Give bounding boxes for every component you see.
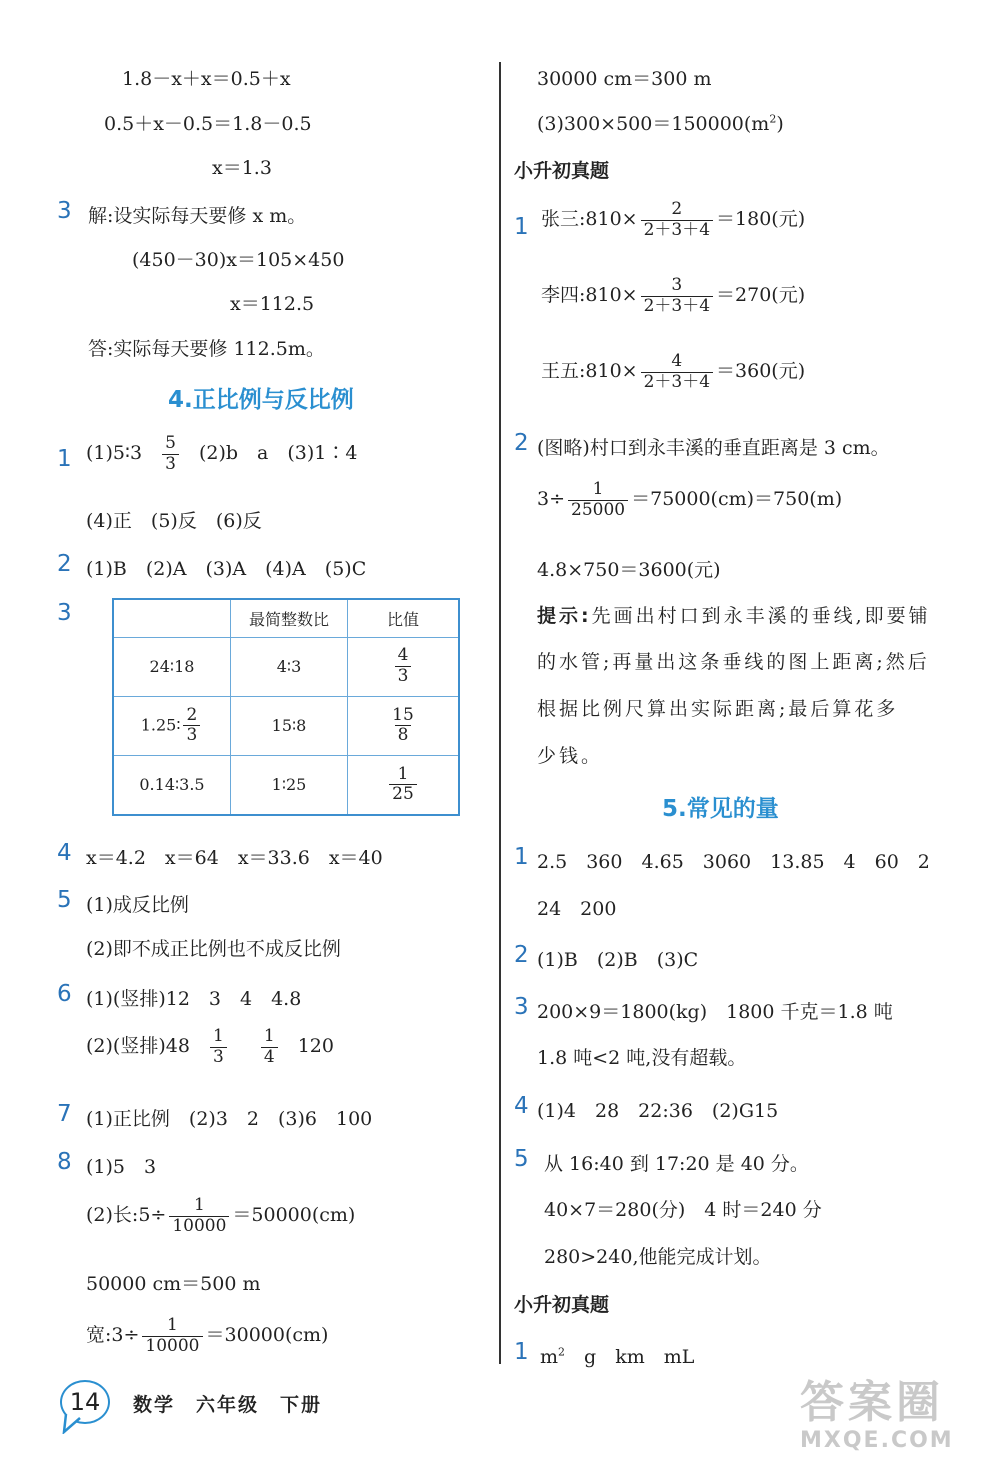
watermark-logo [800,1378,970,1460]
question-number: 1 [514,214,529,240]
answer-text: 解:设实际每天要修 x m。 [88,205,307,227]
answer-text: x＝112.5 [230,293,315,315]
fraction: $\frac{1}{25000}$ [568,480,628,520]
question-number: 8 [57,1149,72,1175]
question-number: 7 [57,1101,72,1127]
question-number: 3 [57,600,72,626]
answer-text: 200×9＝1800(kg) 1800 千克＝1.8 吨 [537,1001,893,1023]
answer-text: 2.5 360 4.65 3060 13.85 4 60 2 [537,851,930,873]
fraction: $\frac{4}{3}$ [395,646,412,686]
answer-line: 王五:810× $\frac{4}{2+3+4}$ ＝360(元) [541,351,806,392]
answer-text: (2)b a (3)1∶4 [198,442,358,465]
table-cell: 1.25∶ $\frac{2}{3}$ [113,696,231,755]
question-number: 5 [57,887,72,913]
watermark-text: 答案圈 [800,1377,944,1428]
fraction: $\frac{1}{10000}$ [169,1196,229,1236]
table-row [113,755,459,815]
answer-text: (4)正 (5)反 (6)反 [86,510,262,532]
book-title: 数学 六年级 下册 [133,1394,323,1416]
answer-text: 50000 cm＝500 m [86,1273,261,1295]
answer-text: (图略)村口到永丰溪的垂直距离是 3 cm。 [537,437,890,459]
fraction: $\frac{2}{3}$ [183,706,200,746]
table-cell: 15∶8 [231,696,348,755]
table-row [113,696,459,755]
speech-tail-icon [62,1414,84,1434]
answer-line [86,1027,334,1067]
answer-text: (1)正比例 (2)3 2 (3)6 100 [86,1108,373,1130]
page-number: 14 [69,1388,101,1416]
answer-text: (1)5 3 [86,1156,157,1178]
answer-text: 从 16:40 到 17:20 是 40 分。 [544,1153,809,1175]
table-row [113,637,459,696]
answer-line: 张三:810× $\frac{2}{2+3+4}$ ＝180(元) [541,199,806,240]
fraction: $\frac{1}{10000}$ [142,1316,202,1356]
fraction: $\frac{4}{2+3+4}$ [641,352,713,392]
question-number: 3 [57,198,72,224]
answer-text: (1)5∶3 [86,442,143,465]
table-cell: 0.14∶3.5 [113,755,231,815]
table-cell [348,755,460,815]
question-number: 5 [514,1146,529,1172]
equation-line-3: x＝1.3 [212,157,272,179]
fraction: $\frac{1}{25}$ [389,765,417,805]
answer-line [86,434,357,474]
table-header-cell: 比值 [348,599,460,637]
answer-text: 答:实际每天要修 112.5m。 [88,338,325,360]
question-number: 1 [514,1339,529,1365]
answer-text: (1)(竖排)12 3 4 4.8 [86,988,302,1010]
table-cell [348,637,460,696]
answer-text: (450－30)x＝105×450 [132,249,345,271]
question-number: 4 [514,1093,529,1119]
answer-line: 3÷ $\frac{1}{25000}$ ＝75000(cm)＝750(m) [537,479,843,520]
answer-text: (2)即不成正比例也不成反比例 [86,938,341,960]
answer-text: 280>240,他能完成计划。 [544,1246,772,1268]
hint-line: 提示:先画出村口到永丰溪的垂线,即要铺 [537,605,931,627]
question-number: 2 [514,942,529,968]
table-header-cell: 最简整数比 [231,599,348,637]
fraction: $\frac{1}{4}$ [261,1027,278,1067]
table-cell [348,696,460,755]
table-header-row [113,599,459,637]
section-title: 4.正比例与反比例 [168,387,354,413]
exam-subtitle: 小升初真题 [514,160,610,182]
fraction: $\frac{5}{3}$ [162,434,179,474]
question-number: 4 [57,840,72,866]
answer-text: 120 [297,1035,334,1058]
watermark-url: MXQE.COM [800,1428,954,1453]
answer-text: 1.8 吨<2 吨,没有超载。 [537,1047,747,1069]
question-number: 3 [514,994,529,1020]
hint-line: 根据比例尺算出实际距离;最后算花多 [537,698,899,720]
question-number: 6 [57,981,72,1007]
question-number: 2 [57,551,72,577]
fraction: $\frac{15}{8}$ [392,704,414,746]
hint-line: 的水管;再量出这条垂线的图上距离;然后 [537,651,930,673]
answer-line: (2)长:5÷ $\frac{1}{10000}$ ＝50000(cm) [86,1195,356,1236]
column-divider [499,62,501,1364]
answer-line: 李四:810× $\frac{3}{2+3+4}$ ＝270(元) [541,275,806,316]
question-number: 2 [514,430,529,456]
hint-line: 少钱。 [537,745,604,767]
fraction: $\frac{2}{2+3+4}$ [641,200,713,240]
answer-text: x＝4.2 x＝64 x＝33.6 x＝40 [86,847,383,869]
question-number: 1 [57,446,72,472]
answer-text: 24 200 [537,898,617,920]
answer-text: 4.8×750＝3600(元) [537,559,721,581]
table-cell: 4∶3 [231,637,348,696]
table-cell: 1∶25 [231,755,348,815]
fraction: $\frac{1}{3}$ [210,1027,227,1067]
hint-label: 提示: [537,605,592,627]
question-number: 1 [514,844,529,870]
answer-line: 宽:3÷ $\frac{1}{10000}$ ＝30000(cm) [86,1315,329,1356]
equation-line-2: 0.5＋x－0.5＝1.8－0.5 [104,113,312,135]
answer-text: (1)B (2)A (3)A (4)A (5)C [86,558,367,580]
answer-text: (1)成反比例 [86,894,189,916]
answer-line: $m^2$ g km mL [540,1345,695,1368]
equation-line-1: 1.8－x＋x＝0.5＋x [122,68,291,90]
section-title: 5.常见的量 [662,796,779,822]
answer-text: 40×7＝280(分) 4 时＝240 分 [544,1199,822,1221]
answer-text: (1)B (2)B (3)C [537,949,699,971]
ratio-table [112,598,460,816]
answer-line: $(3)300\times 500=150000(m^2)$ [537,112,784,135]
answer-text: (1)4 28 22:36 (2)G15 [537,1100,779,1122]
exam-subtitle: 小升初真题 [514,1294,610,1316]
table-header-cell [113,599,231,637]
answer-text: 30000 cm＝300 m [537,68,712,90]
fraction: $\frac{3}{2+3+4}$ [641,276,713,316]
table-cell: 24∶18 [113,637,231,696]
answer-text: (2)(竖排)48 [86,1035,190,1058]
